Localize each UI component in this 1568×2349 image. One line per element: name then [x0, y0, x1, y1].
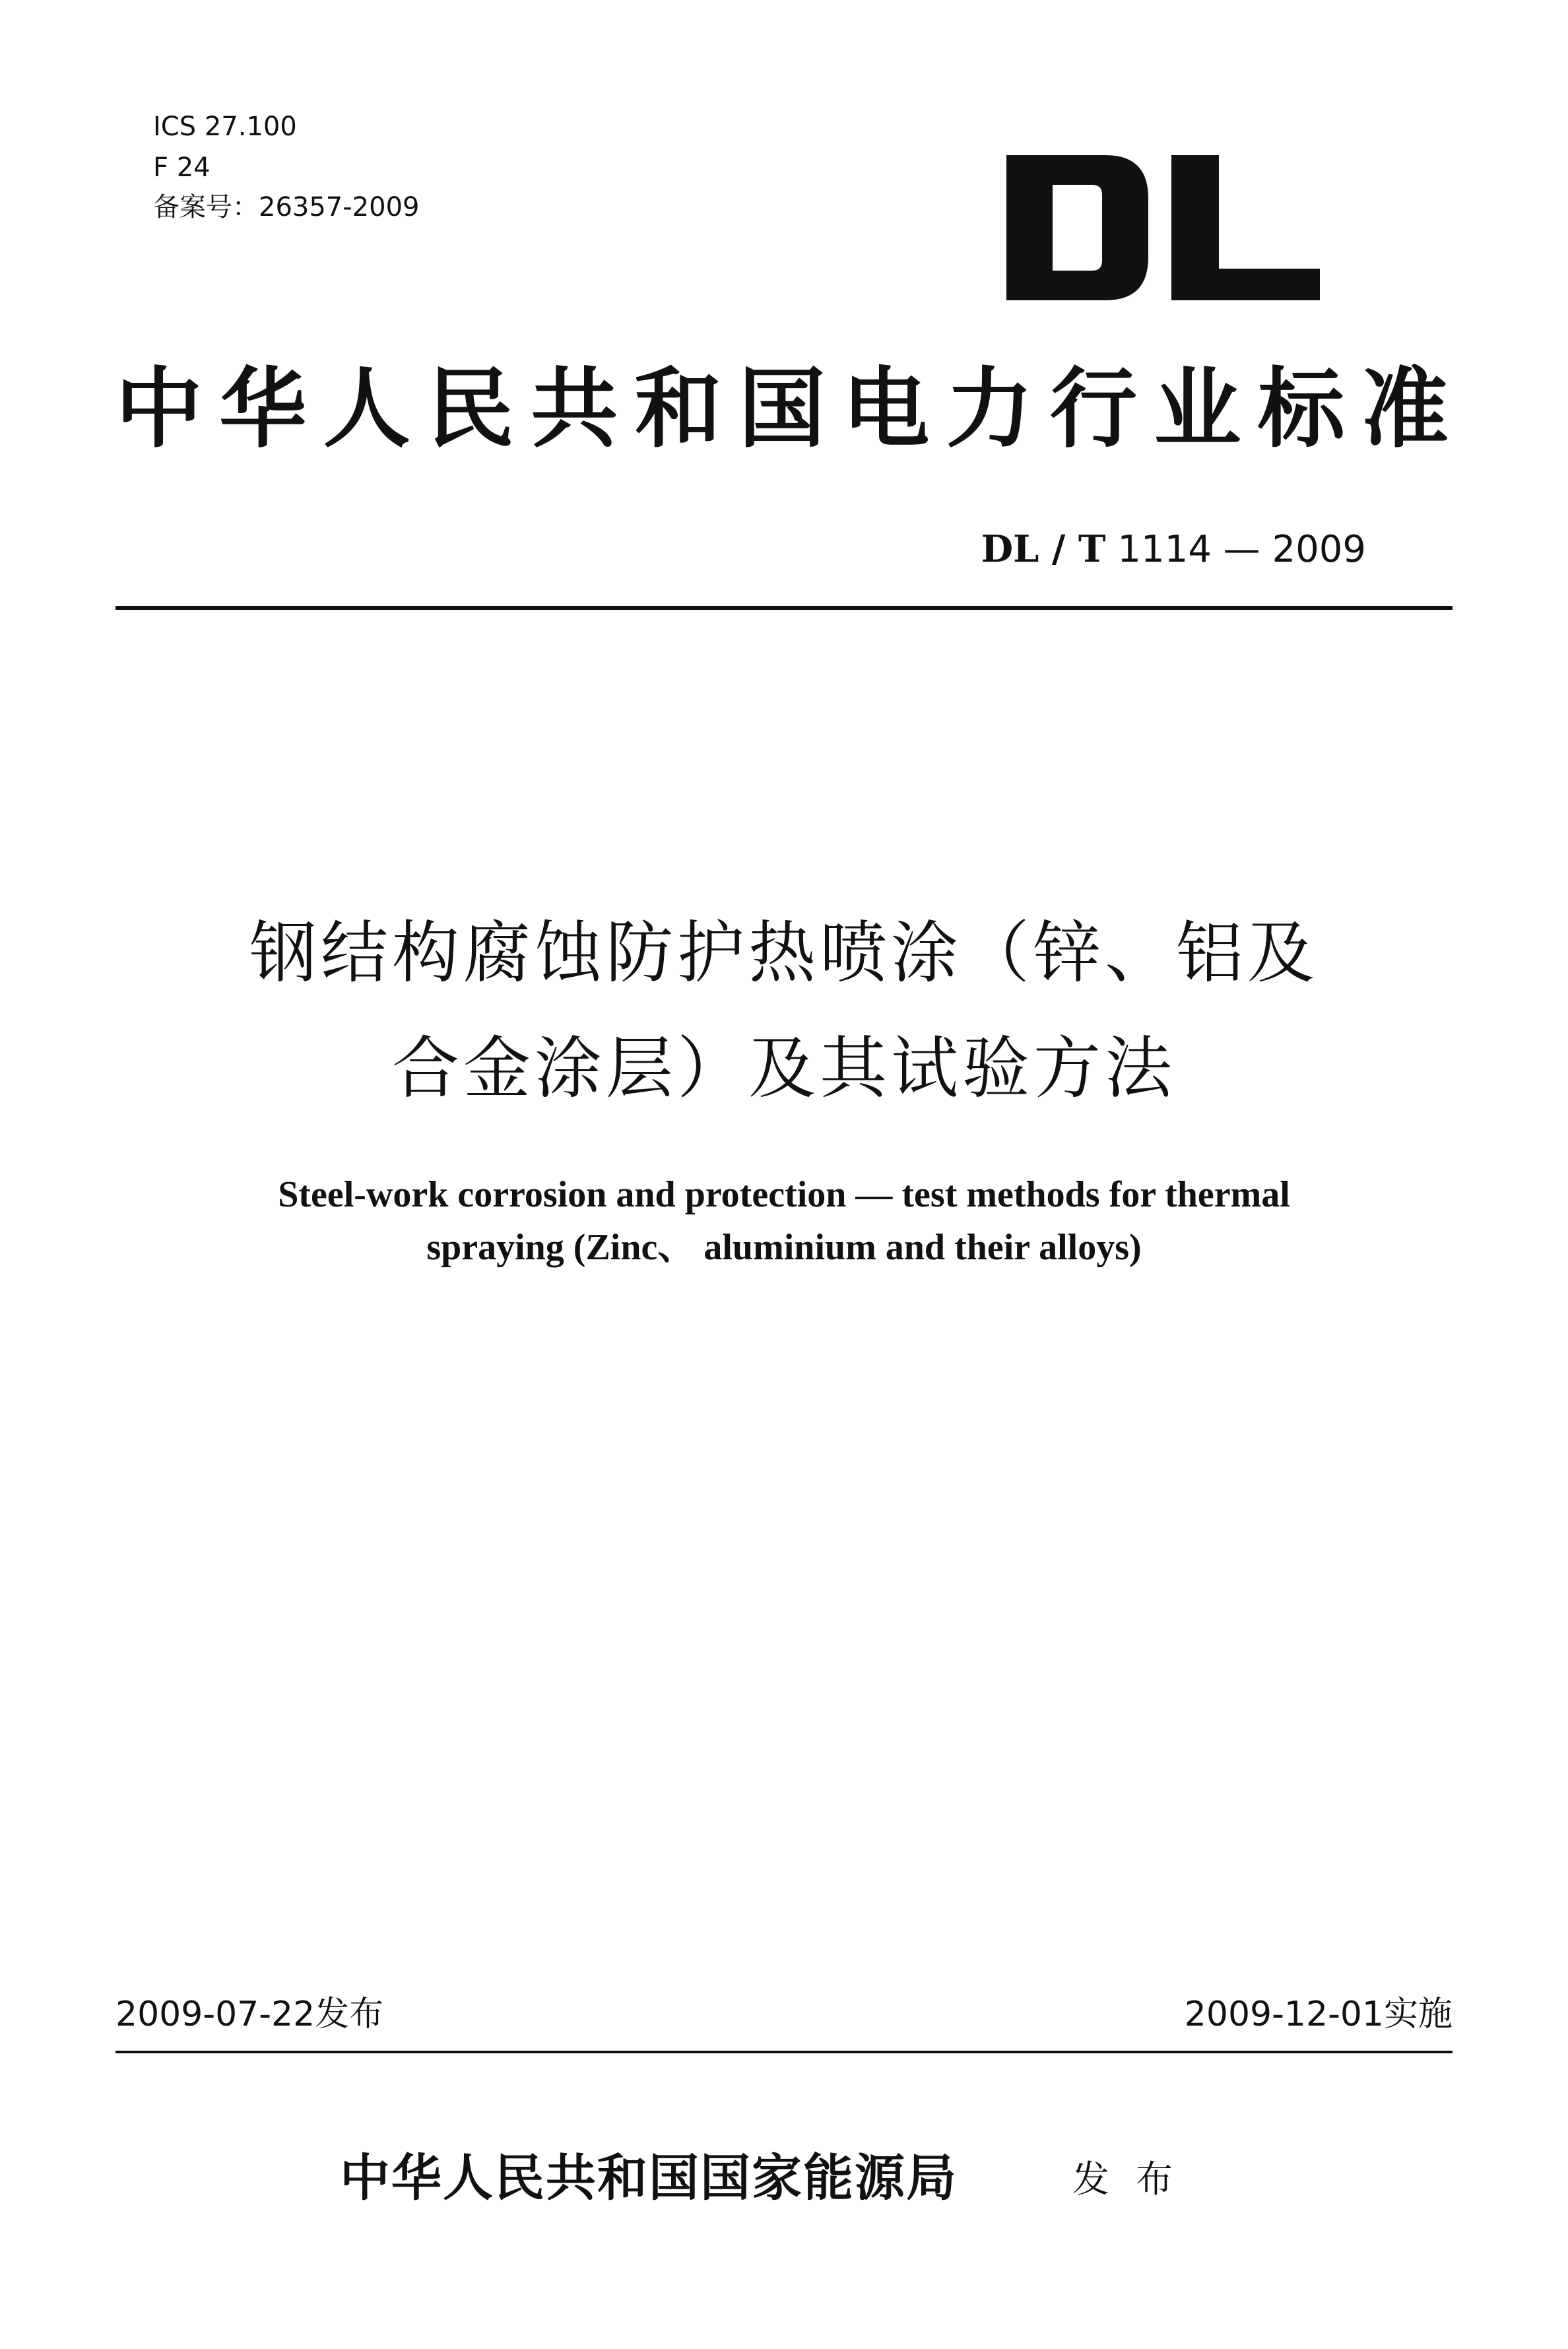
issue-date: 2009-07-22发布 [115, 1995, 384, 2034]
title-chinese-line-1: 钢结构腐蚀防护热喷涂（锌、铝及 [249, 914, 1319, 993]
effective-date: 2009-12-01实施 [1184, 1995, 1453, 2034]
title-chinese-line-2: 合金涂层）及其试验方法 [392, 1030, 1176, 1108]
ics-code: ICS 27.100 [153, 112, 297, 142]
standard-number [981, 528, 1366, 571]
standard-code: DL / T [981, 527, 1106, 571]
dl-logo [1006, 155, 1320, 300]
title-english-line-2: spraying (Zinc、 aluminium and their alloys) [426, 1227, 1142, 1268]
dl-logo-letter-d [1006, 155, 1148, 300]
ccs-code: F 24 [153, 152, 211, 183]
standard-year-number: 1114 — 2009 [1117, 528, 1366, 571]
dl-logo-letter-l [1171, 155, 1320, 300]
issuing-authority: 中华人民共和国国家能源局 [340, 2148, 958, 2207]
issuing-action: 发布 [1072, 2158, 1199, 2201]
footer-divider [115, 2051, 1453, 2053]
title-english-line-1: Steel-work corrosion and protection — test methods for thermal [278, 1174, 1290, 1215]
industry-standard-title: 中华人民共和国电力行业标准 [115, 358, 1453, 460]
filing-number: 备案号：26357-2009 [153, 192, 420, 222]
header-divider [115, 606, 1453, 610]
